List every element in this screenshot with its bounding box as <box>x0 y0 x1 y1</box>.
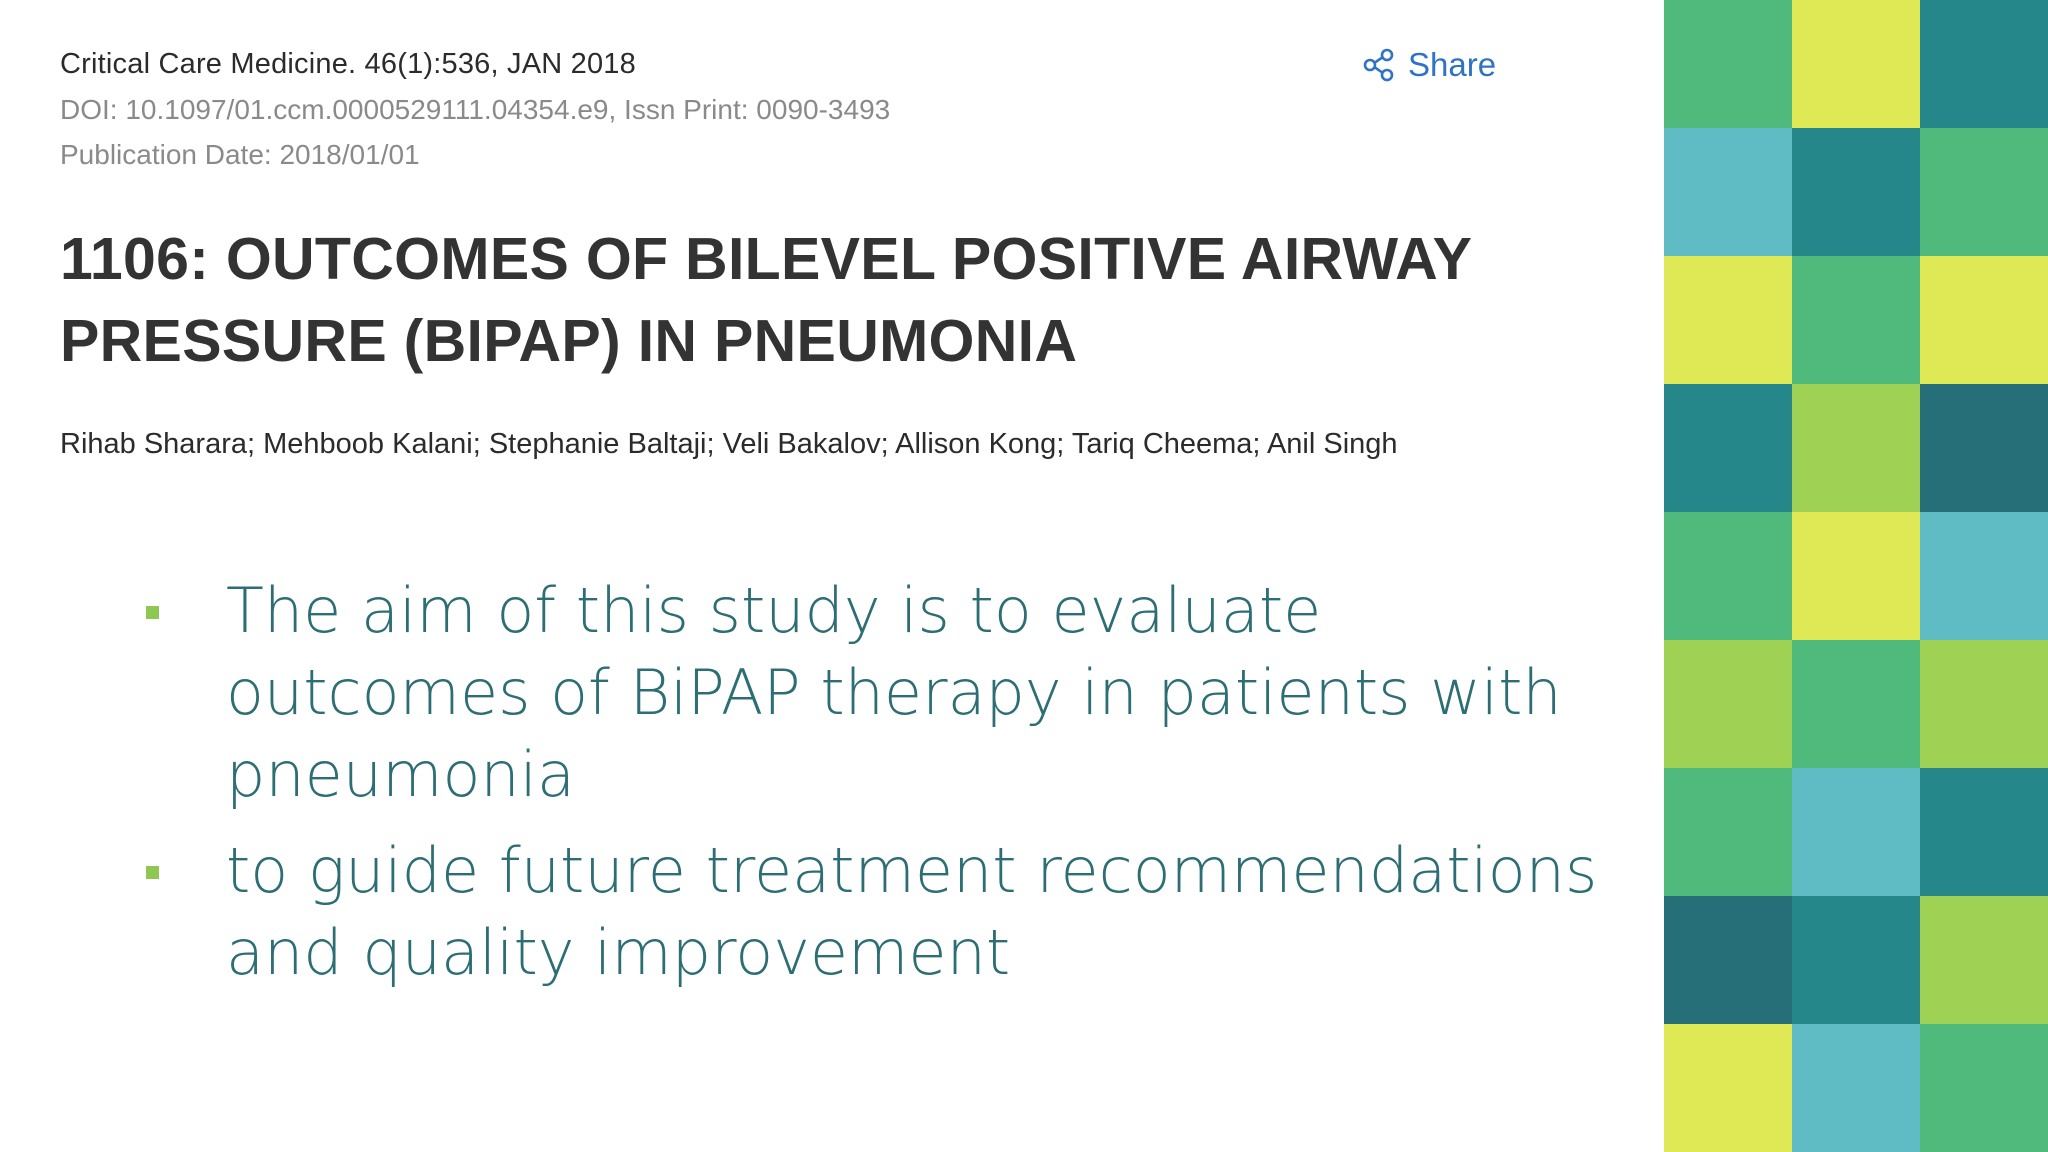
mosaic-tile <box>1792 640 1920 768</box>
mosaic-tile <box>1792 896 1920 1024</box>
bullet-text: The aim of this study is to evaluate outcomes of BiPAP therapy in patients with pneumonia <box>226 574 1562 811</box>
bullet-list <box>140 570 1620 1008</box>
mosaic-tile <box>1792 1024 1920 1152</box>
article-header <box>0 0 1570 500</box>
mosaic-tile <box>1664 768 1792 896</box>
mosaic-tile <box>1920 512 2048 640</box>
bullet-marker-icon <box>146 606 159 619</box>
mosaic-tile <box>1920 128 2048 256</box>
bullet-item <box>140 570 1620 816</box>
mosaic-tile <box>1664 640 1792 768</box>
mosaic-tile <box>1920 768 2048 896</box>
mosaic-tile <box>1664 384 1792 512</box>
mosaic-tile <box>1920 256 2048 384</box>
journal-citation: Critical Care Medicine. 46(1):536, JAN 2018 <box>60 48 636 80</box>
mosaic-tile <box>1664 256 1792 384</box>
article-title: 1106: OUTCOMES OF BILEVEL POSITIVE AIRWAY PRESSURE (BIPAP) IN PNEUMONIA <box>60 226 1472 374</box>
mosaic-tile <box>1920 384 2048 512</box>
mosaic-tile <box>1664 0 1792 128</box>
mosaic-tile <box>1792 768 1920 896</box>
mosaic-tile <box>1792 0 1920 128</box>
mosaic-tile <box>1792 256 1920 384</box>
doi-issn-line: DOI: 10.1097/01.ccm.0000529111.04354.e9, Issn Print: 0090-3493 <box>60 94 891 125</box>
mosaic-tile <box>1664 512 1792 640</box>
publication-date: Publication Date: 2018/01/01 <box>60 139 420 170</box>
mosaic-tile <box>1920 1024 2048 1152</box>
mosaic-tile <box>1920 640 2048 768</box>
mosaic-tile <box>1664 128 1792 256</box>
color-mosaic-decoration <box>1664 0 2048 1152</box>
mosaic-tile <box>1792 384 1920 512</box>
share-label: Share <box>1408 46 1497 83</box>
mosaic-tile <box>1920 0 2048 128</box>
share-icon <box>1362 48 1396 82</box>
mosaic-tile <box>1792 512 1920 640</box>
mosaic-tile <box>1664 1024 1792 1152</box>
bullet-text: to guide future treatment recommendations and quality improvement <box>226 834 1598 989</box>
bullet-item <box>140 830 1620 994</box>
mosaic-tile <box>1792 128 1920 256</box>
author-list: Rihab Sharara; Mehboob Kalani; Stephanie Baltaji; Veli Bakalov; Allison Kong; Tariq Cheema; Anil Singh <box>60 428 1398 460</box>
share-button[interactable] <box>1362 46 1496 84</box>
mosaic-tile <box>1664 896 1792 1024</box>
bullet-marker-icon <box>146 866 159 879</box>
mosaic-tile <box>1920 896 2048 1024</box>
